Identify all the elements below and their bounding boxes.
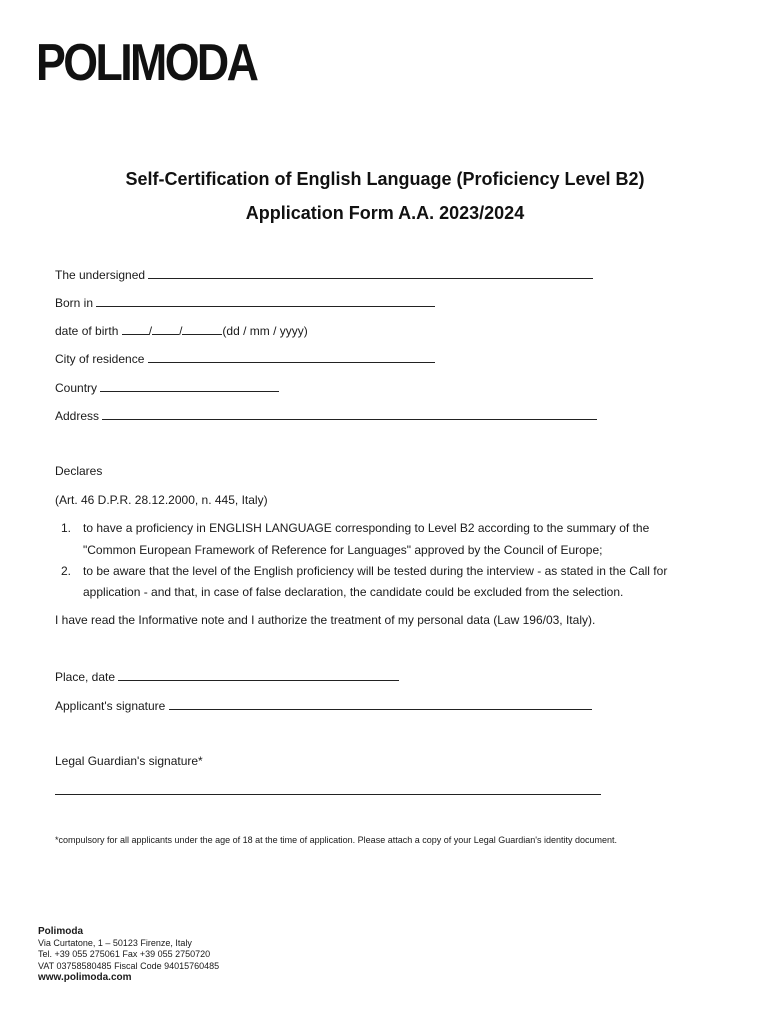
dob-day-field[interactable] [122,322,149,335]
dob-year-field[interactable] [182,322,222,335]
address-label: Address [55,409,100,423]
guardian-signature-row [55,782,601,799]
country-field[interactable] [100,379,279,392]
list-item-number: 2. [61,564,72,578]
city-field[interactable] [148,350,435,363]
footer-address-block [38,926,219,984]
undersigned-row [55,266,593,283]
legal-reference: (Art. 46 D.P.R. 28.12.2000, n. 445, Italy) [55,493,268,507]
list-item-line: to have a proficiency in ENGLISH LANGUAGE corresponding to Level B2 according to the summary of the [83,521,650,535]
dob-month-field[interactable] [152,322,179,335]
applicant-signature-field[interactable] [169,697,592,710]
polimoda-logo: POLIMODA [36,34,257,92]
dob-label: date of birth [55,324,119,338]
privacy-consent: I have read the Informative note and I authorize the treatment of my personal data (Law 196/03, Italy). [55,613,596,627]
list-item-number: 1. [61,521,72,535]
born-in-row [55,294,435,311]
city-label: City of residence [55,352,145,366]
undersigned-label: The undersigned [55,268,146,282]
guardian-signature-field[interactable] [55,782,601,795]
form-subtitle: Application Form A.A. 2023/2024 [245,203,525,223]
list-item-line: "Common European Framework of Reference for Languages" approved by the Council of Europe; [83,543,603,557]
list-item-line: to be aware that the level of the English proficiency will be tested during the interview - as stated in the Call for [83,564,668,578]
form-title: Self-Certification of English Language (Proficiency Level B2) [125,169,645,189]
born-in-field[interactable] [96,294,435,307]
country-label: Country [55,381,98,395]
footer-street-address: Via Curtatone, 1 – 50123 Firenze, Italy [38,937,192,948]
footer-vat-fiscal: VAT 03758580485 Fiscal Code 94015760485 [38,960,220,971]
dob-row: date of birth / / (dd / mm / yyyy) [55,324,308,338]
place-date-field[interactable] [118,668,399,681]
country-row [55,379,279,396]
declares-heading: Declares [55,464,103,478]
born-in-label: Born in [55,296,94,310]
dob-format-hint: (dd / mm / yyyy) [222,324,308,338]
guardian-signature-label: Legal Guardian's signature* [55,754,203,768]
footer-company-name: Polimoda [38,926,84,937]
place-date-row [55,668,399,685]
undersigned-field[interactable] [148,266,593,279]
footnote: *compulsory for all applicants under the age of 18 at the time of application. Please attach a copy of your Legal Guardian's identity document. [55,835,618,845]
applicant-signature-row [55,697,592,714]
place-date-label: Place, date [55,670,116,684]
address-row [55,407,597,424]
address-field[interactable] [102,407,597,420]
applicant-signature-label: Applicant's signature [55,699,166,713]
list-item-line: application - and that, in case of false declaration, the candidate could be excluded from the selection. [83,585,624,599]
footer-phone-fax: Tel. +39 055 275061 Fax +39 055 2750720 [38,949,211,959]
city-row [55,350,435,367]
footer-website-link[interactable]: www.polimoda.com [38,972,132,983]
